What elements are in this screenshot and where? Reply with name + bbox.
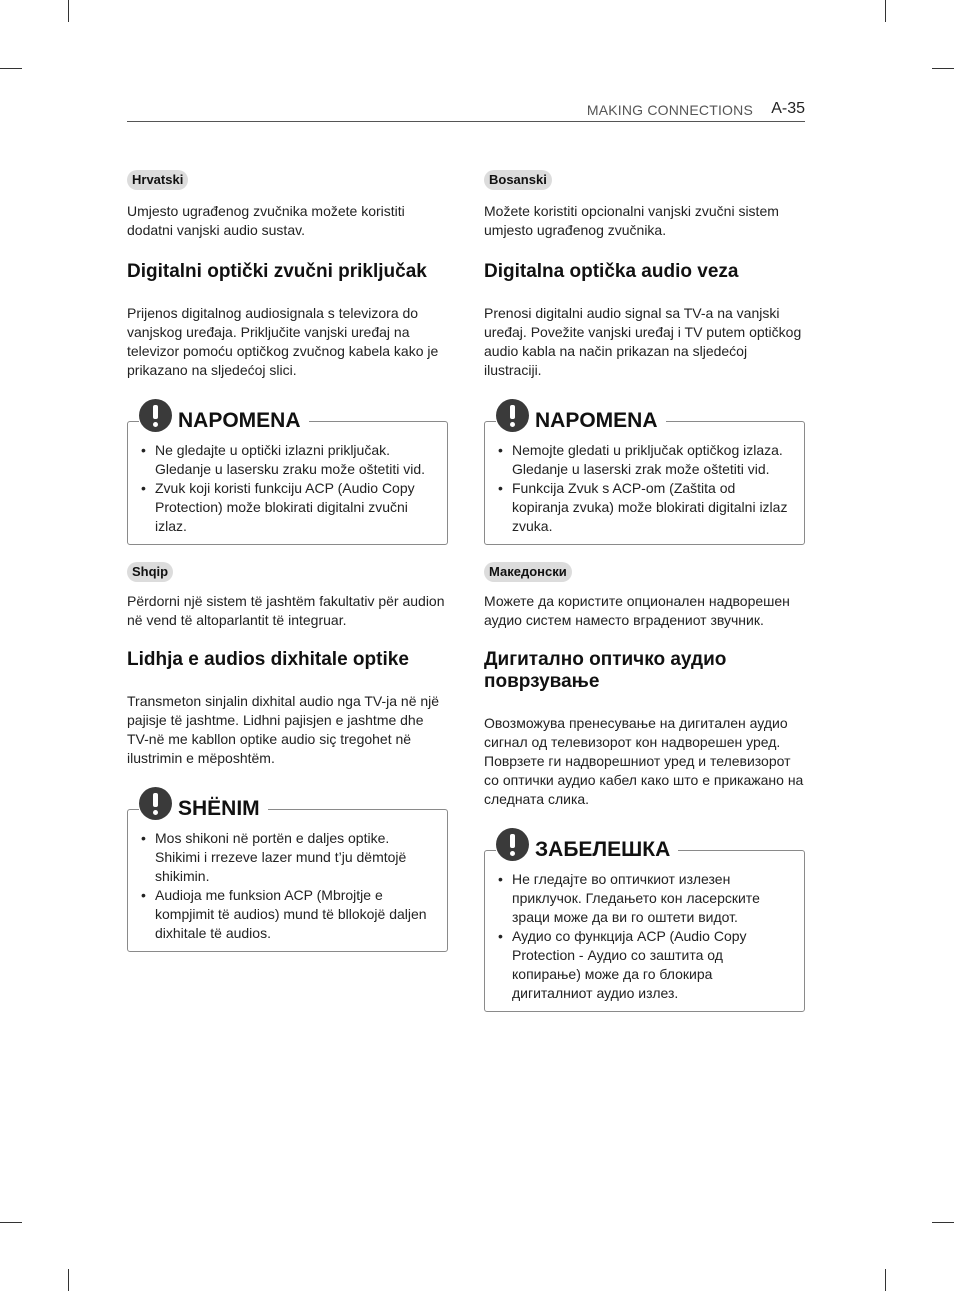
section-name: MAKING CONNECTIONS — [586, 102, 753, 118]
note-frame — [484, 409, 805, 545]
note-frame — [484, 838, 805, 1012]
section-text: Овозможува пренесување на дигитален аудио сигнал од телевизорот кон надворешен уред. Поврзете ги надворешниот уред и телевизорот со оптички аудио кабел како што е прикажано на следната слика. — [484, 715, 804, 807]
crop-mark — [68, 0, 69, 22]
note-item: • Не гледајте во оптичкиот излезен приклучок. Гледањето кон ласерските зраци може да ви го оштети видот. — [497, 870, 794, 927]
note-item: • Nemojte gledati u priključak optičkog izlaza. Gledanje u laserski zrak može oštetiti vid. — [497, 441, 794, 479]
note-title: ЗАБЕЛЕШКА — [535, 838, 671, 861]
note-header — [139, 399, 309, 439]
crop-mark — [885, 0, 886, 22]
note-list — [497, 870, 794, 1003]
crop-mark — [0, 68, 22, 69]
crop-mark — [885, 1269, 886, 1291]
note-title: NAPOMENA — [178, 409, 301, 432]
note-list — [140, 441, 437, 536]
language-badge-albanian: Shqip — [127, 562, 173, 582]
exclamation-icon — [139, 787, 172, 820]
note-title: SHËNIM — [178, 797, 260, 820]
note-item: • Аудио со функција ACP (Audio Copy Protection - Аудио со заштита од копирање) може да го блокира дигиталниот аудио излез. — [497, 927, 794, 1003]
section-heading: Дигитално оптичко аудио поврзување — [484, 649, 727, 692]
section-text: Transmeton sinjalin dixhital audio nga TV-ja në një pajisje të jashtme. Lidhni pajisjen e jashtme dhe TV-në me kabllon optike audio siç tregohet në ilustrimin e mëposhtëm. — [127, 693, 440, 766]
note-box — [484, 838, 805, 1012]
language-badge-macedonian: Македонски — [484, 562, 572, 582]
section-heading: Lidhja e audios dixhitale optike — [127, 649, 409, 670]
crop-mark — [932, 1222, 954, 1223]
section-heading: Digitalni optički zvučni priključak — [127, 261, 427, 282]
exclamation-icon — [496, 828, 529, 861]
left-column — [127, 170, 448, 952]
crop-mark — [68, 1269, 69, 1291]
section-text: Prenosi digitalni audio signal sa TV-a na vanjski uređaj. Povežite vanjski uređaj i TV putem optičkog audio kabla na način prikazan na sljedećoj ilustraciji. — [484, 305, 802, 378]
exclamation-icon — [139, 399, 172, 432]
note-list — [140, 829, 437, 943]
intro-text: Umjesto ugrađenog zvučnika možete koristiti dodatni vanjski audio sustav. — [127, 203, 405, 238]
note-list — [497, 441, 794, 536]
section-text: Prijenos digitalnog audiosignala s televizora do vanjskog uređaja. Priključite vanjski uređaj na televizor pomoću optičkog zvučnog kabela kako je prikazano na sljedećoj slici. — [127, 305, 439, 378]
note-title: NAPOMENA — [535, 409, 658, 432]
note-box — [484, 409, 805, 545]
note-item: • Funkcija Zvuk s ACP-om (Zaštita od kopiranja zvuka) može blokirati digitalni izlaz zvuka. — [497, 479, 794, 536]
language-badge-croatian: Hrvatski — [127, 170, 188, 190]
note-box — [127, 797, 448, 952]
section-heading: Digitalna optička audio veza — [484, 261, 739, 282]
exclamation-icon — [496, 399, 529, 432]
crop-mark — [932, 68, 954, 69]
note-item: • Audioja me funksion ACP (Mbrojtje e kompjimit të audios) mund të bllokojë daljen dixhitale të audios. — [140, 886, 437, 943]
note-box — [127, 409, 448, 545]
note-item: • Ne gledajte u optički izlazni priključak. Gledanje u lasersku zraku može oštetiti vid. — [140, 441, 437, 479]
note-frame — [127, 409, 448, 545]
intro-text: Përdorni një sistem të jashtëm fakultativ për audion në vend të altoparlantit të integruar. — [127, 593, 445, 628]
note-header — [496, 399, 666, 439]
note-header — [139, 787, 268, 827]
intro-text: Можете да користите опционален надворешен аудио систем наместо вградениот звучник. — [484, 593, 790, 628]
language-badge-bosnian: Bosanski — [484, 170, 552, 190]
right-column — [484, 170, 805, 1012]
note-frame — [127, 797, 448, 952]
note-item: • Zvuk koji koristi funkciju ACP (Audio Copy Protection) može blokirati digitalni zvučni izlaz. — [140, 479, 437, 536]
page-number: A-35 — [771, 100, 805, 117]
intro-text: Možete koristiti opcionalni vanjski zvučni sistem umjesto ugrađenog zvučnika. — [484, 203, 779, 238]
page-header — [127, 101, 805, 122]
note-item: • Mos shikoni në portën e daljes optike. Shikimi i rrezeve lazer mund t’ju dëmtojë shikimin. — [140, 829, 437, 886]
note-header — [496, 828, 678, 868]
crop-mark — [0, 1222, 22, 1223]
